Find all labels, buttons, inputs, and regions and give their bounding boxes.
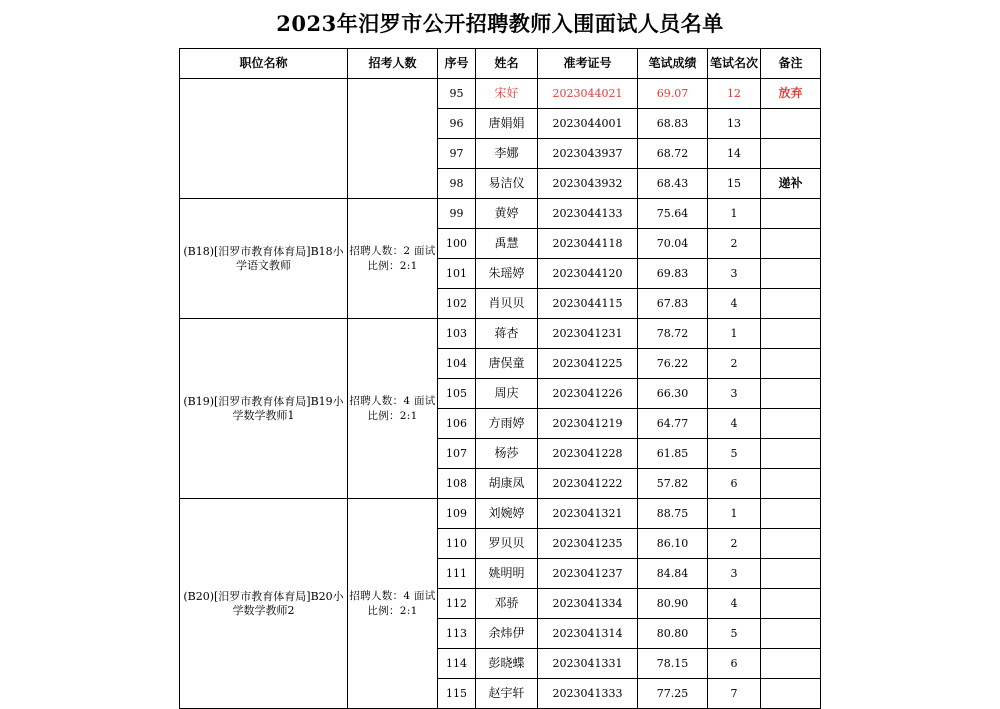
seq-cell: 104 <box>438 349 476 379</box>
rank-cell: 7 <box>708 679 761 709</box>
score-cell: 78.15 <box>638 649 708 679</box>
name-cell: 周庆 <box>476 379 538 409</box>
exam-no-cell: 2023044118 <box>538 229 638 259</box>
name-cell: 彭晓蝶 <box>476 649 538 679</box>
exam-no-cell: 2023041331 <box>538 649 638 679</box>
seq-cell: 114 <box>438 649 476 679</box>
note-cell <box>761 139 821 169</box>
rank-cell: 2 <box>708 349 761 379</box>
header-rank: 笔试名次 <box>708 49 761 79</box>
exam-no-cell: 2023044001 <box>538 109 638 139</box>
note-cell <box>761 259 821 289</box>
score-cell: 86.10 <box>638 529 708 559</box>
note-cell <box>761 199 821 229</box>
note-cell <box>761 109 821 139</box>
position-cell: (B18)[汨罗市教育体育局]B18小学语文教师 <box>180 199 348 319</box>
exam-no-cell: 2023041235 <box>538 529 638 559</box>
rank-cell: 6 <box>708 469 761 499</box>
rank-cell: 4 <box>708 289 761 319</box>
score-cell: 78.72 <box>638 319 708 349</box>
exam-no-cell: 2023044133 <box>538 199 638 229</box>
header-name: 姓名 <box>476 49 538 79</box>
rank-cell: 1 <box>708 499 761 529</box>
seq-cell: 109 <box>438 499 476 529</box>
name-cell: 唐娟娟 <box>476 109 538 139</box>
seq-cell: 106 <box>438 409 476 439</box>
hire-count-cell: 招聘人数：4 面试比例：2:1 <box>348 319 438 499</box>
seq-cell: 113 <box>438 619 476 649</box>
score-cell: 84.84 <box>638 559 708 589</box>
header-note: 备注 <box>761 49 821 79</box>
note-cell <box>761 649 821 679</box>
rank-cell: 4 <box>708 409 761 439</box>
rank-cell: 2 <box>708 229 761 259</box>
name-cell: 罗贝贝 <box>476 529 538 559</box>
name-cell: 杨莎 <box>476 439 538 469</box>
header-seq: 序号 <box>438 49 476 79</box>
seq-cell: 112 <box>438 589 476 619</box>
note-cell <box>761 469 821 499</box>
seq-cell: 108 <box>438 469 476 499</box>
score-cell: 69.07 <box>638 79 708 109</box>
score-cell: 77.25 <box>638 679 708 709</box>
name-cell: 姚明明 <box>476 559 538 589</box>
exam-no-cell: 2023044021 <box>538 79 638 109</box>
seq-cell: 102 <box>438 289 476 319</box>
candidate-table <box>179 48 821 709</box>
score-cell: 68.83 <box>638 109 708 139</box>
name-cell: 胡康凤 <box>476 469 538 499</box>
exam-no-cell: 2023041225 <box>538 349 638 379</box>
note-cell <box>761 349 821 379</box>
rank-cell: 3 <box>708 559 761 589</box>
header-position: 职位名称 <box>180 49 348 79</box>
note-cell <box>761 229 821 259</box>
name-cell: 朱瑶婷 <box>476 259 538 289</box>
seq-cell: 97 <box>438 139 476 169</box>
rank-cell: 1 <box>708 199 761 229</box>
seq-cell: 111 <box>438 559 476 589</box>
table-row <box>180 499 821 529</box>
header-score: 笔试成绩 <box>638 49 708 79</box>
exam-no-cell: 2023043937 <box>538 139 638 169</box>
name-cell: 黄婷 <box>476 199 538 229</box>
rank-cell: 12 <box>708 79 761 109</box>
rank-cell: 14 <box>708 139 761 169</box>
table-body <box>180 79 821 709</box>
header-exam-no: 准考证号 <box>538 49 638 79</box>
header-row <box>180 49 821 79</box>
position-cell: (B19)[汨罗市教育体育局]B19小学数学教师1 <box>180 319 348 499</box>
exam-no-cell: 2023041219 <box>538 409 638 439</box>
exam-no-cell: 2023041222 <box>538 469 638 499</box>
table-row <box>180 319 821 349</box>
rank-cell: 1 <box>708 319 761 349</box>
score-cell: 80.90 <box>638 589 708 619</box>
name-cell: 方雨婷 <box>476 409 538 439</box>
rank-cell: 15 <box>708 169 761 199</box>
page-title: 2023年汨罗市公开招聘教师入围面试人员名单 <box>276 11 724 36</box>
note-cell <box>761 679 821 709</box>
note-cell <box>761 619 821 649</box>
exam-no-cell: 2023043932 <box>538 169 638 199</box>
name-cell: 蒋杏 <box>476 319 538 349</box>
note-cell <box>761 409 821 439</box>
score-cell: 70.04 <box>638 229 708 259</box>
exam-no-cell: 2023041228 <box>538 439 638 469</box>
rank-cell: 6 <box>708 649 761 679</box>
seq-cell: 115 <box>438 679 476 709</box>
hire-count-cell: 招聘人数：2 面试比例：2:1 <box>348 199 438 319</box>
table-row <box>180 79 821 109</box>
score-cell: 80.80 <box>638 619 708 649</box>
score-cell: 75.64 <box>638 199 708 229</box>
rank-cell: 3 <box>708 379 761 409</box>
hire-count-cell <box>348 79 438 199</box>
name-cell: 邓骄 <box>476 589 538 619</box>
note-cell <box>761 319 821 349</box>
position-cell <box>180 79 348 199</box>
score-cell: 88.75 <box>638 499 708 529</box>
name-cell: 肖贝贝 <box>476 289 538 319</box>
rank-cell: 2 <box>708 529 761 559</box>
name-cell: 李娜 <box>476 139 538 169</box>
seq-cell: 100 <box>438 229 476 259</box>
seq-cell: 99 <box>438 199 476 229</box>
exam-no-cell: 2023041314 <box>538 619 638 649</box>
note-cell: 放弃 <box>761 79 821 109</box>
note-cell <box>761 439 821 469</box>
score-cell: 57.82 <box>638 469 708 499</box>
exam-no-cell: 2023041237 <box>538 559 638 589</box>
rank-cell: 3 <box>708 259 761 289</box>
name-cell: 宋好 <box>476 79 538 109</box>
score-cell: 64.77 <box>638 409 708 439</box>
exam-no-cell: 2023041333 <box>538 679 638 709</box>
score-cell: 67.83 <box>638 289 708 319</box>
name-cell: 唐俣童 <box>476 349 538 379</box>
seq-cell: 110 <box>438 529 476 559</box>
rank-cell: 5 <box>708 439 761 469</box>
note-cell <box>761 559 821 589</box>
seq-cell: 105 <box>438 379 476 409</box>
exam-no-cell: 2023041334 <box>538 589 638 619</box>
hire-count-cell: 招聘人数：4 面试比例：2:1 <box>348 499 438 709</box>
exam-no-cell: 2023041321 <box>538 499 638 529</box>
name-cell: 刘婉婷 <box>476 499 538 529</box>
name-cell: 易洁仪 <box>476 169 538 199</box>
seq-cell: 95 <box>438 79 476 109</box>
rank-cell: 5 <box>708 619 761 649</box>
note-cell <box>761 589 821 619</box>
seq-cell: 107 <box>438 439 476 469</box>
score-cell: 69.83 <box>638 259 708 289</box>
note-cell <box>761 379 821 409</box>
note-cell <box>761 289 821 319</box>
seq-cell: 103 <box>438 319 476 349</box>
score-cell: 66.30 <box>638 379 708 409</box>
score-cell: 68.72 <box>638 139 708 169</box>
note-cell <box>761 529 821 559</box>
header-hire-count: 招考人数 <box>348 49 438 79</box>
score-cell: 61.85 <box>638 439 708 469</box>
note-cell: 递补 <box>761 169 821 199</box>
name-cell: 余炜伊 <box>476 619 538 649</box>
seq-cell: 96 <box>438 109 476 139</box>
position-cell: (B20)[汨罗市教育体育局]B20小学数学教师2 <box>180 499 348 709</box>
score-cell: 76.22 <box>638 349 708 379</box>
rank-cell: 13 <box>708 109 761 139</box>
note-cell <box>761 499 821 529</box>
exam-no-cell: 2023041226 <box>538 379 638 409</box>
name-cell: 禹慧 <box>476 229 538 259</box>
score-cell: 68.43 <box>638 169 708 199</box>
seq-cell: 98 <box>438 169 476 199</box>
table-row <box>180 199 821 229</box>
name-cell: 赵宇轩 <box>476 679 538 709</box>
rank-cell: 4 <box>708 589 761 619</box>
seq-cell: 101 <box>438 259 476 289</box>
exam-no-cell: 2023041231 <box>538 319 638 349</box>
exam-no-cell: 2023044120 <box>538 259 638 289</box>
exam-no-cell: 2023044115 <box>538 289 638 319</box>
